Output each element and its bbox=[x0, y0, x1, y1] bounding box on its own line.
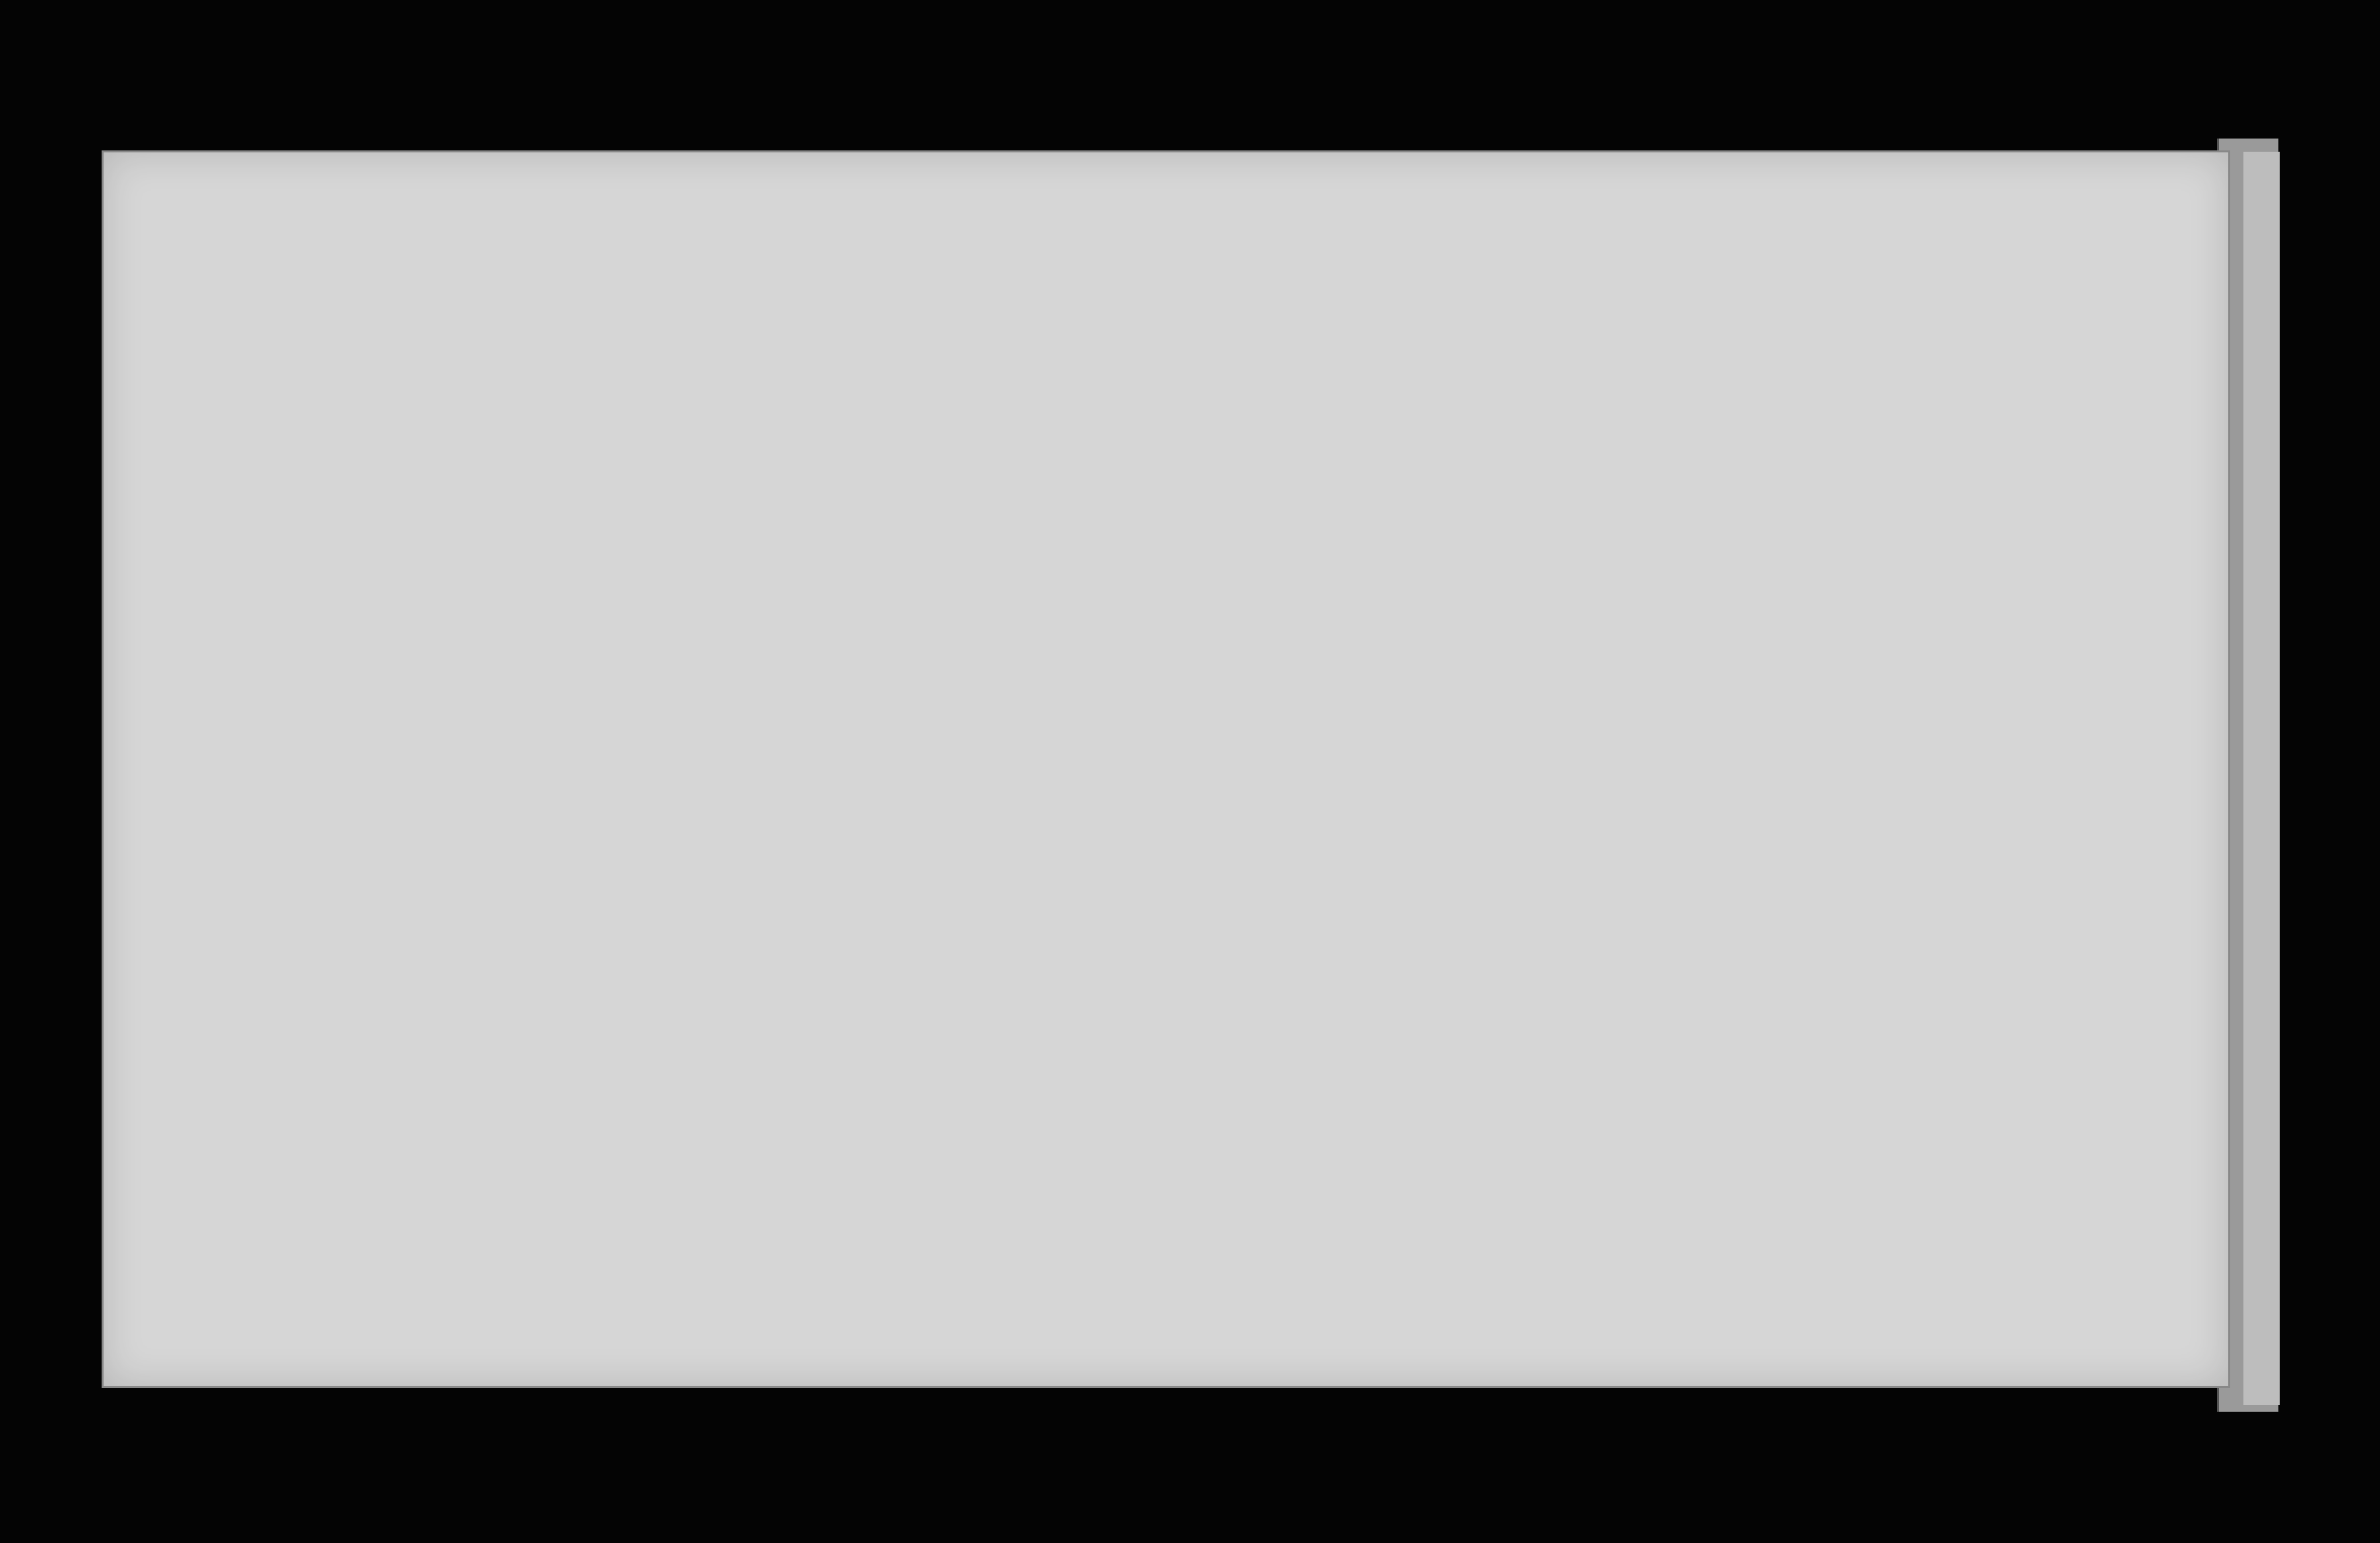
census-card bbox=[102, 150, 2230, 1388]
page-edge-inner bbox=[2243, 152, 2280, 1405]
